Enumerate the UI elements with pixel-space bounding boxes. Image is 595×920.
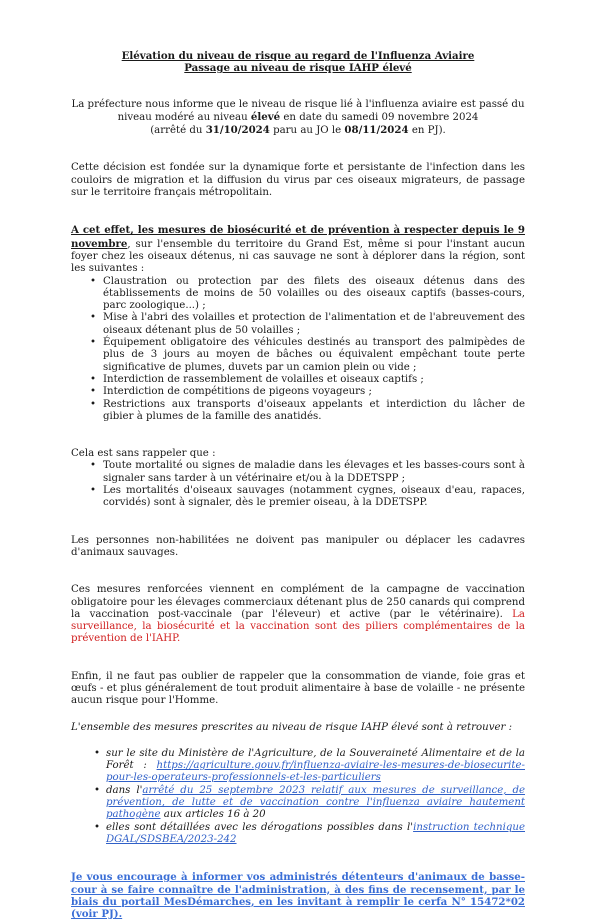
resource-ministry-text: sur le site du Ministère de l'Agriculture, de la Souveraineté Alimentaire et de la Forêt :	[106, 747, 525, 772]
reminder-list	[71, 460, 525, 509]
list-item: • Toute mortalité ou signes de maladie dans les élevages et les basses-cours sont à signaler sans tarder à un vétérinaire et/ou à la DDETSPP ;	[71, 460, 525, 485]
measures-paragraph	[71, 224, 525, 275]
list-item	[71, 822, 525, 847]
intro-text-2: en date du samedi 09 novembre 2024	[280, 111, 479, 123]
resources-intro: L'ensemble des mesures prescrites au niveau de risque IAHP élevé sont à retrouver :	[71, 721, 513, 733]
reminder-intro: Cela est sans rappeler que :	[71, 448, 216, 460]
measures-list	[71, 276, 525, 424]
list-item: • Équipement obligatoire des véhicules destinés au transport des palmipèdes de plus de 3 jours au moyen de bâches ou équivalent empêchant toute perte significative de plumes, duvets par un camion plein ou vide ;	[71, 337, 525, 374]
measures-text: , sur l'ensemble du territoire du Grand Est, même si pour l'instant aucun foyer chez les oiseaux détenus, ni cas sauvage ne sont à déplorer dans la région, sont les suivantes :	[71, 238, 525, 275]
intro-decree-date: 31/10/2024	[205, 124, 270, 137]
intro-text-1: La préfecture nous informe que le niveau de risque lié à l'influenza aviaire est passé du niveau modéré au niveau	[71, 98, 525, 123]
ministry-link[interactable]: https://agriculture.gouv.fr/influenza-aviaire-les-mesures-de-biosecurite-pour-les-operateurs-professionnels-et-les-particuliers	[106, 760, 525, 784]
decree-link[interactable]: arrêté du 25 septembre 2023 relatif aux mesures de surveillance, de prévention, de lutte et de vaccination contre l'influenza aviaire hautement pathogène	[106, 784, 525, 821]
consumption-paragraph: Enfin, il ne faut pas oublier de rappeler que la consommation de viande, foie gras et œufs - et plus généralement de tout produit alimentaire à base de volaille - ne présente aucun risque pour l'Homme.	[71, 670, 525, 707]
resource-decree-pre: dans l'	[106, 784, 143, 796]
vaccination-highlight: La surveillance, la biosécurité et la vaccination sont des piliers complémentaires de la prévention de l'IAHP.	[71, 608, 525, 645]
list-item	[71, 785, 525, 822]
intro-text-3: (arrêté du	[150, 125, 206, 137]
intro-risk-level: élevé	[250, 110, 281, 123]
resource-decree-post: aux articles 16 à 20	[160, 809, 266, 821]
document-title-line2: Passage au niveau de risque IAHP élevé	[184, 62, 412, 75]
list-item: • Les mortalités d'oiseaux sauvages (notamment cygnes, oiseaux d'eau, rapaces, corvidés) sont à signaler, dès le premier oiseau, à la DDETSPP.	[71, 485, 525, 510]
intro-jo-date: 08/11/2024	[344, 124, 409, 137]
intro-text-4: paru au JO le	[269, 125, 345, 137]
final-encouragement[interactable]: Je vous encourage à informer vos administrés détenteurs d'animaux de basse-cour à se faire connaître de l'administration, à des fins de recensement, par le biais du portail MesDémarches, en les invitant à remplir le cerfa N° 15472*02 (voir PJ).	[71, 871, 525, 920]
non-habilitated-paragraph: Les personnes non-habilitées ne doivent pas manipuler ou déplacer les cadavres d'animaux sauvages.	[71, 534, 525, 558]
instruction-link[interactable]: instruction technique DGAL/SDSBEA/2023-242	[106, 821, 525, 845]
vaccination-paragraph	[71, 584, 525, 645]
resource-instruction-text: elles sont détaillées avec les dérogations possibles dans l'	[106, 821, 414, 833]
list-item: • Interdiction de compétitions de pigeons voyageurs ;	[71, 386, 525, 398]
list-item	[71, 748, 525, 785]
list-item: • Interdiction de rassemblement de volailles et oiseaux captifs ;	[71, 374, 525, 386]
list-item: • Claustration ou protection par des filets des oiseaux détenus dans des établissements de moins de 50 volailles ou des oiseaux captifs (basses-cours, parc zoologique...) ;	[71, 276, 525, 313]
intro-text-5: en PJ).	[408, 125, 446, 137]
measures-heading: A cet effet, les mesures de biosécurité et de prévention à respecter depuis le 9 novembre	[71, 224, 525, 250]
intro-paragraph	[71, 99, 525, 138]
vaccination-text: Ces mesures renforcées viennent en complément de la campagne de vaccination obligatoire pour les élevages commerciaux détenant plus de 250 canards qui comprend la vaccination post-vaccinale (par l'éleveur) et active (par le vétérinaire).	[71, 584, 525, 620]
document-title-line1: Elévation du niveau de risque au regard de l'Influenza Aviaire	[121, 50, 475, 62]
resources-list	[71, 748, 525, 846]
list-item: • Mise à l'abri des volailles et protection de l'alimentation et de l'abreuvement des oiseaux détenant plus de 50 volailles ;	[71, 312, 525, 337]
list-item: • Restrictions aux transports d'oiseaux appelants et interdiction du lâcher de gibier à plumes de la famille des anatidés.	[71, 399, 525, 424]
decision-paragraph: Cette décision est fondée sur la dynamique forte et persistante de l'infection dans les couloirs de migration et la diffusion du virus par ces oiseaux migrateurs, de passage sur le territoire français métropolitain.	[71, 162, 525, 199]
